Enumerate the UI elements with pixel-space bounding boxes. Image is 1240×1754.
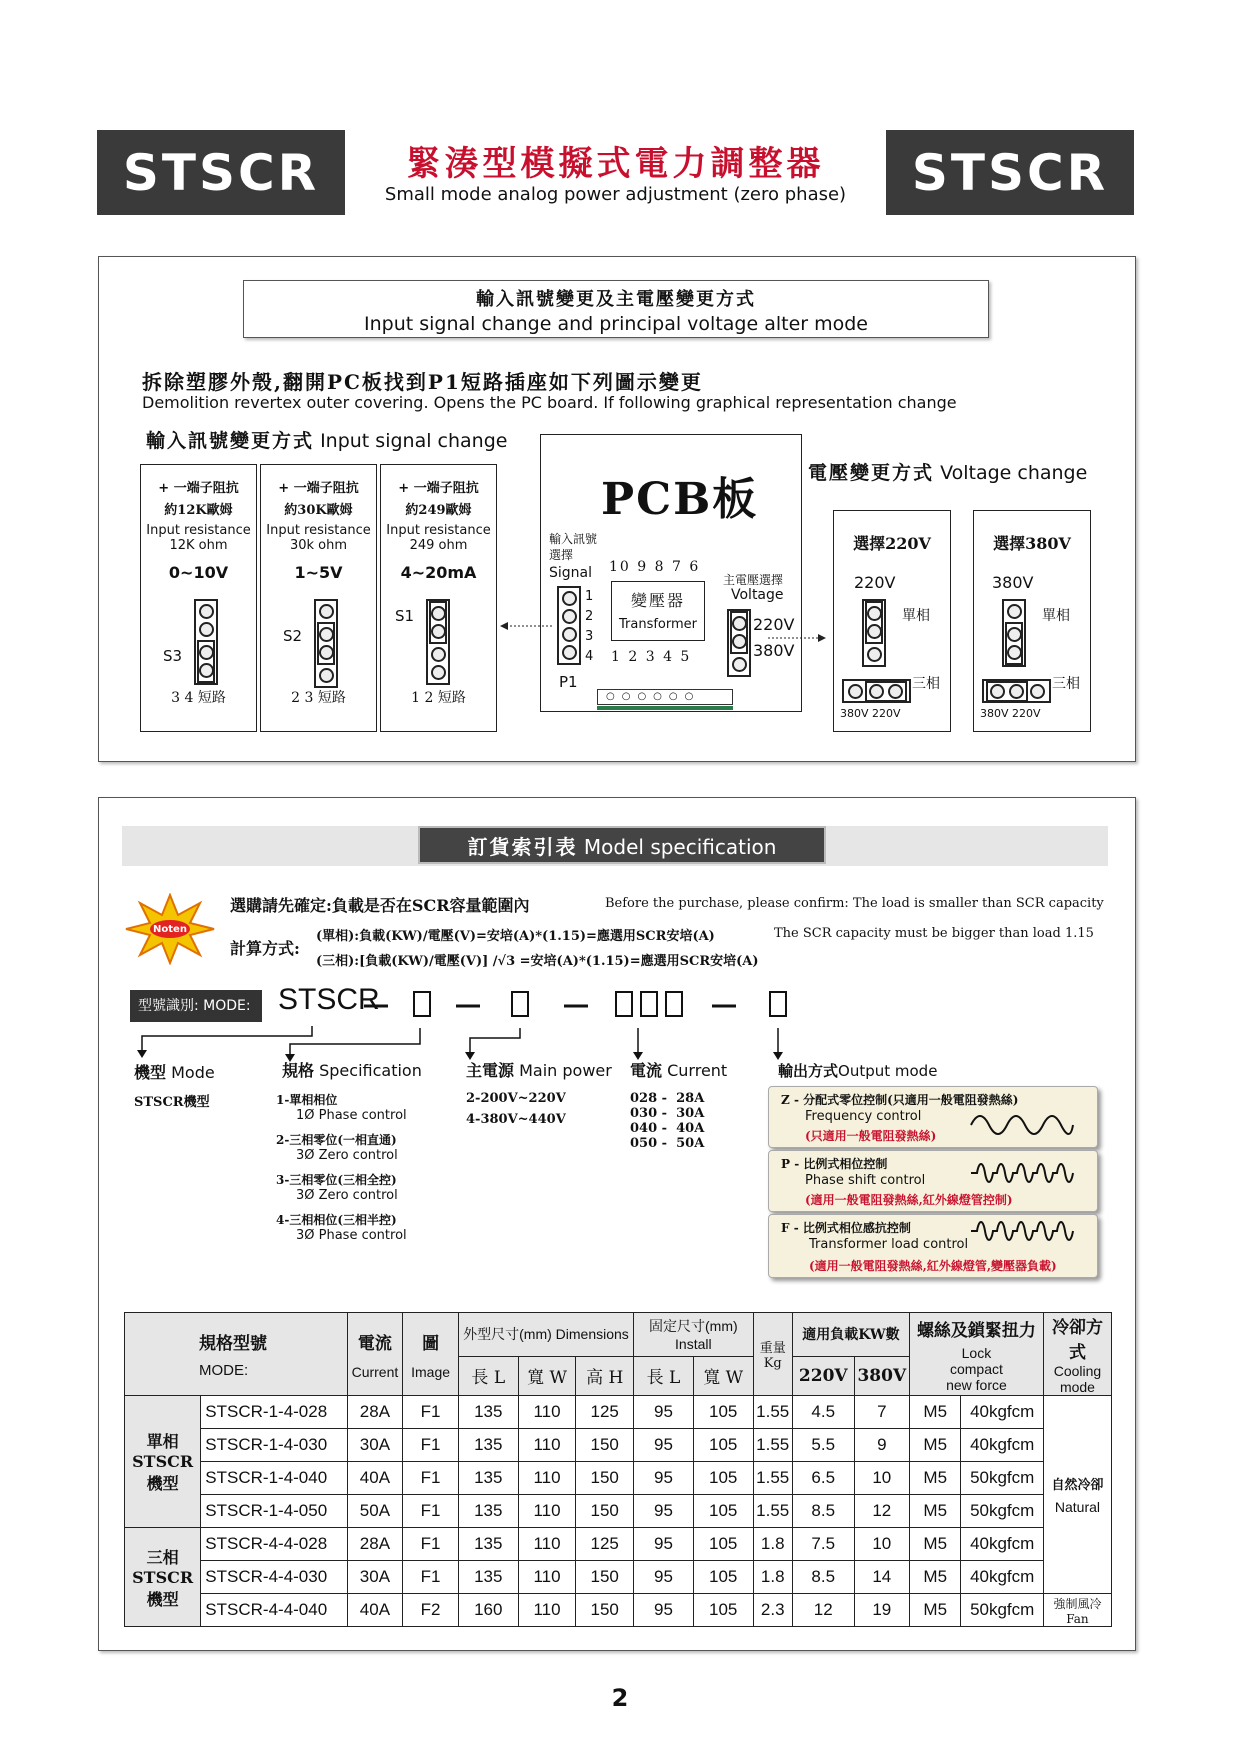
- th-380v: 380V: [854, 1356, 909, 1395]
- th-height: 高 H: [576, 1356, 634, 1395]
- input-2-line2: 約249歐姆: [405, 503, 472, 518]
- voltage-box-220: [833, 510, 951, 732]
- pcb-p1-jumper: [557, 586, 581, 665]
- table-cell: 125: [576, 1528, 634, 1561]
- cooling-natural-zh: 自然冷卻: [1051, 1478, 1104, 1493]
- power-item-2: 4-380V~440V: [466, 1112, 566, 1127]
- table-cell: 150: [576, 1429, 634, 1462]
- table-cell: M5: [909, 1495, 961, 1528]
- th-lock-zh: 螺絲及鎖緊扭力: [916, 1320, 1036, 1341]
- voltage-220-three-jumper: [842, 679, 911, 703]
- table-cell: 105: [693, 1429, 753, 1462]
- pcb-pin-2: 2: [585, 609, 594, 624]
- section1-heading: [243, 280, 989, 338]
- table-cell: 6.5: [792, 1462, 854, 1495]
- mode-code-prefix: STSCR: [278, 983, 380, 1016]
- pcb-p1-label: P1: [559, 673, 578, 691]
- table-cell: 95: [634, 1495, 694, 1528]
- output-f-b: Transformer load control: [809, 1237, 969, 1252]
- th-lock: [909, 1313, 1043, 1396]
- title-zh: 緊湊型模擬式電力調整器: [406, 144, 825, 184]
- table-cell: 125: [576, 1396, 634, 1429]
- pcb-v380: 380V: [753, 641, 795, 660]
- table-cell: 150: [576, 1495, 634, 1528]
- table-cell: 105: [693, 1462, 753, 1495]
- th-dimensions: 外型尺寸(mm) Dimensions: [458, 1313, 633, 1357]
- table-row: [125, 1462, 1112, 1495]
- table-cell: 40A: [347, 1594, 403, 1627]
- table-cell: 28A: [347, 1528, 403, 1561]
- table-cell: 4.5: [792, 1396, 854, 1429]
- th-model-en: MODE:: [199, 1362, 249, 1379]
- group-power: [466, 1058, 612, 1127]
- voltage-380-v: 380V: [992, 573, 1034, 592]
- cell-model: STSCR-4-4-040: [201, 1594, 347, 1627]
- th-install-length: 長 L: [634, 1356, 694, 1395]
- table-cell: 110: [518, 1561, 576, 1594]
- voltage-380-three-jumper: [982, 679, 1051, 703]
- table-cell: 105: [693, 1528, 753, 1561]
- pcb-voltage-zh: 主電壓選擇: [723, 573, 784, 587]
- output-z-c: (只適用一般電阻發熱絲): [805, 1129, 937, 1143]
- section1-heading-zh: 輸入訊號變更及主電壓變更方式: [476, 289, 756, 310]
- cooling-natural-en: Natural: [1054, 1499, 1101, 1515]
- table-cell: 110: [518, 1462, 576, 1495]
- output-p-b: Phase shift control: [805, 1173, 926, 1188]
- output-box-p: [768, 1150, 1098, 1212]
- table-cell: 95: [634, 1429, 694, 1462]
- table-cell: 40kgfcm: [961, 1528, 1043, 1561]
- group-power-en: Main power: [519, 1061, 612, 1080]
- group-spec-zh: 規格: [282, 1061, 315, 1080]
- table-cell: 12: [854, 1495, 909, 1528]
- table-cell: 8.5: [792, 1495, 854, 1528]
- table-cell: F1: [403, 1462, 459, 1495]
- table-cell: M5: [909, 1561, 961, 1594]
- th-model: [125, 1313, 348, 1396]
- page-number: 2: [611, 1684, 629, 1712]
- cell-model: STSCR-1-4-028: [201, 1396, 347, 1429]
- input-1-label: S2: [283, 627, 303, 645]
- table-cell: F1: [403, 1495, 459, 1528]
- table-cell: 95: [634, 1594, 694, 1627]
- input-2-line1: + 一端子阻抗: [398, 481, 479, 496]
- table-cell: 2.3: [753, 1594, 792, 1627]
- table-cell: 110: [518, 1396, 576, 1429]
- output-box-f: [768, 1214, 1098, 1278]
- group-output: [778, 1060, 937, 1081]
- output-p-a: P - 比例式相位控制: [781, 1157, 888, 1171]
- th-220v: 220V: [792, 1356, 854, 1395]
- group-single-phase: 單相 STSCR 機型: [125, 1396, 201, 1528]
- table-cell: M5: [909, 1594, 961, 1627]
- th-width: 寬 W: [518, 1356, 576, 1395]
- table-cell: F1: [403, 1429, 459, 1462]
- brand-left: STSCR: [97, 130, 345, 215]
- output-f-c: (適用一般電阻發熱絲,紅外線燈管,變壓器負載): [809, 1259, 1057, 1273]
- table-cell: F1: [403, 1561, 459, 1594]
- th-cooling-zh: 冷卻方式: [1051, 1318, 1103, 1363]
- table-cell: 150: [576, 1561, 634, 1594]
- pcb-connector: ○○○○○○: [597, 689, 733, 705]
- table-header-row-1: [125, 1313, 1112, 1357]
- input-1-short: 2 3 短路: [291, 690, 346, 706]
- input-2-jumper: [426, 599, 450, 685]
- table-cell: 10: [854, 1528, 909, 1561]
- table-row: [125, 1429, 1112, 1462]
- mode-label: 型號識別: MODE:: [130, 990, 262, 1022]
- table-cell: 95: [634, 1396, 694, 1429]
- cell-model: STSCR-1-4-040: [201, 1462, 347, 1495]
- table-cell: 50kgfcm: [961, 1495, 1043, 1528]
- th-weight: 重量Kg: [753, 1313, 792, 1396]
- input-change-en: Input signal change: [320, 430, 508, 452]
- table-cell: 105: [693, 1561, 753, 1594]
- mode-code-blanks: [360, 986, 800, 1026]
- pcb-v220: 220V: [753, 615, 795, 634]
- input-1-en2: 30k ohm: [289, 538, 348, 553]
- table-cell: 95: [634, 1462, 694, 1495]
- table-cell: 40kgfcm: [961, 1561, 1043, 1594]
- table-cell: 135: [458, 1495, 518, 1528]
- table-cell: F1: [403, 1528, 459, 1561]
- table-cell: 10: [854, 1462, 909, 1495]
- table-cell: M5: [909, 1462, 961, 1495]
- group-current: [630, 1058, 727, 1151]
- input-1-line2: 約30K歐姆: [284, 503, 353, 518]
- input-0-label: S3: [163, 647, 183, 665]
- arrow-to-inputs: [500, 620, 554, 632]
- th-model-zh: 規格型號: [199, 1334, 267, 1354]
- table-cell: 110: [518, 1495, 576, 1528]
- input-1-range: 1~5V: [294, 563, 343, 582]
- table-cell: 50A: [347, 1495, 403, 1528]
- table-cell: 135: [458, 1396, 518, 1429]
- table-cell: 135: [458, 1429, 518, 1462]
- current-item-4: 050 - 50A: [630, 1136, 705, 1151]
- spec-item-1a: 1-單相相位: [276, 1093, 338, 1107]
- th-image-zh: 圖: [422, 1333, 440, 1354]
- table-cell: 14: [854, 1561, 909, 1594]
- pcb-p1-numbers: [585, 587, 593, 667]
- table-cell: 110: [518, 1429, 576, 1462]
- group-three-phase: 三相 STSCR 機型: [125, 1528, 201, 1627]
- th-current-zh: 電流: [357, 1333, 392, 1354]
- pcb-top-numbers: 10 9 8 7 6: [609, 559, 701, 575]
- table-cell: 1.55: [753, 1462, 792, 1495]
- calc-label: 計算方式:: [230, 939, 300, 958]
- voltage-220-three: 三相: [912, 676, 940, 692]
- input-2-en1: Input resistance: [386, 523, 491, 538]
- table-cell: 135: [458, 1561, 518, 1594]
- voltage-220-single-jumper: [862, 599, 886, 667]
- table-cell: 110: [518, 1594, 576, 1627]
- spec-title: [418, 826, 826, 864]
- table-cell: 40kgfcm: [961, 1429, 1043, 1462]
- calc-three: (三相):[負載(KW)/電壓(V)] /√3 =安培(A)*(1.15)=應選用SCR安培(A): [316, 954, 759, 969]
- voltage-220-single: 單相: [902, 608, 930, 624]
- spec-item-3b: 3Ø Zero control: [296, 1188, 398, 1203]
- output-z-a: Z - 分配式零位控制(只適用一般電阻發熱絲): [781, 1093, 1019, 1107]
- input-2-range: 4~20mA: [400, 563, 477, 582]
- table-row: [125, 1396, 1112, 1429]
- input-0-short: 3 4 短路: [171, 690, 226, 706]
- cell-model: STSCR-1-4-050: [201, 1495, 347, 1528]
- table-cell: 40A: [347, 1462, 403, 1495]
- cell-cooling-fan: 強制風冷 Fan: [1043, 1594, 1111, 1627]
- table-cell: F1: [403, 1396, 459, 1429]
- voltage-380-single-jumper: [1002, 599, 1026, 667]
- group-spec-en: Specification: [319, 1061, 422, 1080]
- pcb-pin-3: 3: [585, 629, 594, 644]
- voltage-220-v: 220V: [854, 573, 896, 592]
- spec-item-1b: 1Ø Phase control: [296, 1108, 407, 1123]
- spec-title-zh: 訂貨索引表: [467, 835, 578, 859]
- pcb-connector-base: [597, 706, 733, 710]
- frequency-wave-icon: [969, 1113, 1075, 1137]
- pcb-voltage-jumper: [727, 609, 751, 677]
- title-en: Small mode analog power adjustment (zero phase): [384, 184, 847, 205]
- table-cell: 8.5: [792, 1561, 854, 1594]
- table-cell: M5: [909, 1528, 961, 1561]
- table-cell: 30A: [347, 1561, 403, 1594]
- calc-single: (單相):負載(KW)/電壓(V)=安培(A)*(1.15)=應選用SCR安培(A): [316, 929, 715, 944]
- th-install-width: 寬 W: [693, 1356, 753, 1395]
- table-cell: 95: [634, 1528, 694, 1561]
- table-cell: 150: [576, 1594, 634, 1627]
- table-cell: 135: [458, 1462, 518, 1495]
- group-model: [134, 1060, 215, 1110]
- table-row: [125, 1528, 1112, 1561]
- spec-title-en: Model specification: [583, 835, 777, 859]
- group-model-zh: 機型: [134, 1063, 167, 1082]
- spec-item-4b: 3Ø Phase control: [296, 1228, 407, 1243]
- voltage-220-bottom: 380V 220V: [840, 707, 901, 720]
- table-cell: F2: [403, 1594, 459, 1627]
- calc-en: The SCR capacity must be bigger than load 1.15: [774, 926, 1094, 941]
- pcb-bottom-numbers: 1 2 3 4 5: [611, 649, 692, 665]
- th-cooling-en: Cooling mode: [1053, 1363, 1102, 1395]
- pcb-voltage-en: Voltage: [731, 587, 784, 603]
- transformer-wave-icon: [969, 1219, 1075, 1243]
- input-box-1: [260, 464, 377, 732]
- spec-table-body: [125, 1396, 1112, 1627]
- table-cell: 50kgfcm: [961, 1594, 1043, 1627]
- pcb-pin-1: 1: [585, 589, 594, 604]
- th-install: 固定尺寸(mm) Install: [634, 1313, 754, 1357]
- group-current-zh: 電流: [630, 1061, 663, 1080]
- table-cell: M5: [909, 1396, 961, 1429]
- group-current-en: Current: [667, 1061, 728, 1080]
- input-0-range: 0~10V: [168, 563, 229, 582]
- group-output-en: Output mode: [838, 1062, 938, 1080]
- spec-item-2a: 2-三相零位(一相直通): [276, 1133, 397, 1147]
- table-cell: 1.8: [753, 1528, 792, 1561]
- table-cell: 9: [854, 1429, 909, 1462]
- input-1-jumper: [314, 599, 338, 688]
- spec-item-3a: 3-三相零位(三相全控): [276, 1173, 397, 1187]
- table-row: [125, 1495, 1112, 1528]
- table-cell: 50kgfcm: [961, 1462, 1043, 1495]
- pcb-signal-en: Signal: [549, 565, 593, 581]
- arrow-to-voltage: [768, 632, 826, 644]
- table-cell: 12: [792, 1594, 854, 1627]
- table-cell: 150: [576, 1462, 634, 1495]
- voltage-380-bottom: 380V 220V: [980, 707, 1041, 720]
- input-change-zh: 輸入訊號變更方式: [146, 430, 315, 452]
- table-cell: 7: [854, 1396, 909, 1429]
- table-cell: 160: [458, 1594, 518, 1627]
- th-image: [403, 1313, 459, 1396]
- input-box-2: [380, 464, 497, 732]
- cell-model: STSCR-4-4-028: [201, 1528, 347, 1561]
- table-cell: 1.55: [753, 1396, 792, 1429]
- th-length: 長 L: [458, 1356, 518, 1395]
- input-0-line1: + 一端子阻抗: [158, 481, 239, 496]
- voltage-380-title: 選擇380V: [993, 534, 1071, 553]
- th-kw: 適用負載KW數: [792, 1313, 909, 1357]
- th-current-en: Current: [351, 1363, 399, 1380]
- spec-item-4a: 4-三相相位(三相半控): [276, 1213, 397, 1227]
- output-p-c: (適用一般電阻發熱絲,紅外線燈管控制): [805, 1193, 1013, 1207]
- pcb-signal-zh: 輸入訊號選擇: [549, 532, 598, 562]
- voltage-change-heading: [808, 458, 1087, 485]
- input-2-label: S1: [395, 607, 415, 625]
- cell-cooling-natural: [1043, 1396, 1111, 1594]
- header-title-block: [345, 130, 886, 215]
- table-cell: 5.5: [792, 1429, 854, 1462]
- group-model-item: STSCR機型: [134, 1095, 210, 1110]
- table-row: [125, 1561, 1112, 1594]
- current-item-2: 030 - 30A: [630, 1106, 705, 1121]
- table-cell: 28A: [347, 1396, 403, 1429]
- input-0-en2: 12K ohm: [169, 538, 228, 553]
- input-1-en1: Input resistance: [266, 523, 371, 538]
- group-model-en: Mode: [171, 1063, 215, 1082]
- brand-right: STSCR: [886, 130, 1134, 215]
- voltage-220-title: 選擇220V: [853, 534, 931, 553]
- table-cell: 135: [458, 1528, 518, 1561]
- pcb-pin-4: 4: [585, 649, 594, 664]
- spec-table: [124, 1312, 1112, 1627]
- th-image-en: Image: [411, 1363, 451, 1380]
- th-current: [347, 1313, 403, 1396]
- instruction-zh: 拆除塑膠外殼,翻開PC板找到P1短路插座如下列圖示變更: [142, 370, 703, 394]
- notice-label: Noten: [153, 924, 187, 935]
- th-cooling: [1043, 1313, 1111, 1396]
- input-0-en1: Input resistance: [146, 523, 251, 538]
- voltage-change-zh: 電壓變更方式: [808, 462, 935, 484]
- input-box-0: [140, 464, 257, 732]
- voltage-box-380: [973, 510, 1091, 732]
- cell-model: STSCR-4-4-030: [201, 1561, 347, 1594]
- table-cell: 105: [693, 1594, 753, 1627]
- pcb-board: [540, 434, 802, 712]
- group-spec: [276, 1058, 462, 1243]
- transformer-box: [611, 581, 705, 641]
- section1-heading-en: Input signal change and principal voltage alter mode: [364, 313, 868, 335]
- transformer-zh: 變壓器: [630, 591, 685, 610]
- current-item-3: 040 - 40A: [630, 1121, 705, 1136]
- voltage-change-en: Voltage change: [940, 462, 1088, 484]
- th-lock-en: Lock compact new force: [946, 1344, 1007, 1393]
- group-output-zh: 輸出方式: [778, 1062, 839, 1080]
- cell-model: STSCR-1-4-030: [201, 1429, 347, 1462]
- table-cell: 1.55: [753, 1429, 792, 1462]
- input-1-line1: + 一端子阻抗: [278, 481, 359, 496]
- group-power-zh: 主電源: [466, 1061, 515, 1080]
- phase-wave-icon: [969, 1161, 1075, 1185]
- power-item-1: 2-200V~220V: [466, 1091, 566, 1106]
- confirm-en: Before the purchase, please confirm: The load is smaller than SCR capacity: [605, 896, 1104, 911]
- input-0-line2: 約12K歐姆: [164, 503, 233, 518]
- voltage-380-single: 單相: [1042, 608, 1070, 624]
- input-2-short: 1 2 短路: [411, 690, 466, 706]
- table-cell: 95: [634, 1561, 694, 1594]
- output-box-z: [768, 1086, 1098, 1148]
- output-z-b: Frequency control: [805, 1109, 922, 1124]
- table-cell: 110: [518, 1528, 576, 1561]
- table-cell: 7.5: [792, 1528, 854, 1561]
- table-cell: M5: [909, 1429, 961, 1462]
- input-2-en2: 249 ohm: [409, 538, 468, 553]
- transformer-en: Transformer: [618, 617, 697, 632]
- table-cell: 19: [854, 1594, 909, 1627]
- table-row: [125, 1594, 1112, 1627]
- instruction-en: Demolition revertex outer covering. Opens the PC board. If following graphical representation change: [142, 393, 957, 412]
- output-f-a: F - 比例式相位感抗控制: [781, 1221, 911, 1235]
- table-cell: 40kgfcm: [961, 1396, 1043, 1429]
- input-change-heading: [146, 426, 507, 453]
- spec-item-2b: 3Ø Zero control: [296, 1148, 398, 1163]
- voltage-380-three: 三相: [1052, 676, 1080, 692]
- input-0-jumper: [194, 599, 218, 685]
- pcb-title: PCB板: [601, 474, 759, 525]
- table-cell: 30A: [347, 1429, 403, 1462]
- table-cell: 105: [693, 1396, 753, 1429]
- confirm-zh: 選購請先確定:負載是否在SCR容量範圍內: [230, 896, 530, 915]
- table-cell: 105: [693, 1495, 753, 1528]
- table-cell: 1.8: [753, 1561, 792, 1594]
- current-item-1: 028 - 28A: [630, 1091, 705, 1106]
- table-cell: 1.55: [753, 1495, 792, 1528]
